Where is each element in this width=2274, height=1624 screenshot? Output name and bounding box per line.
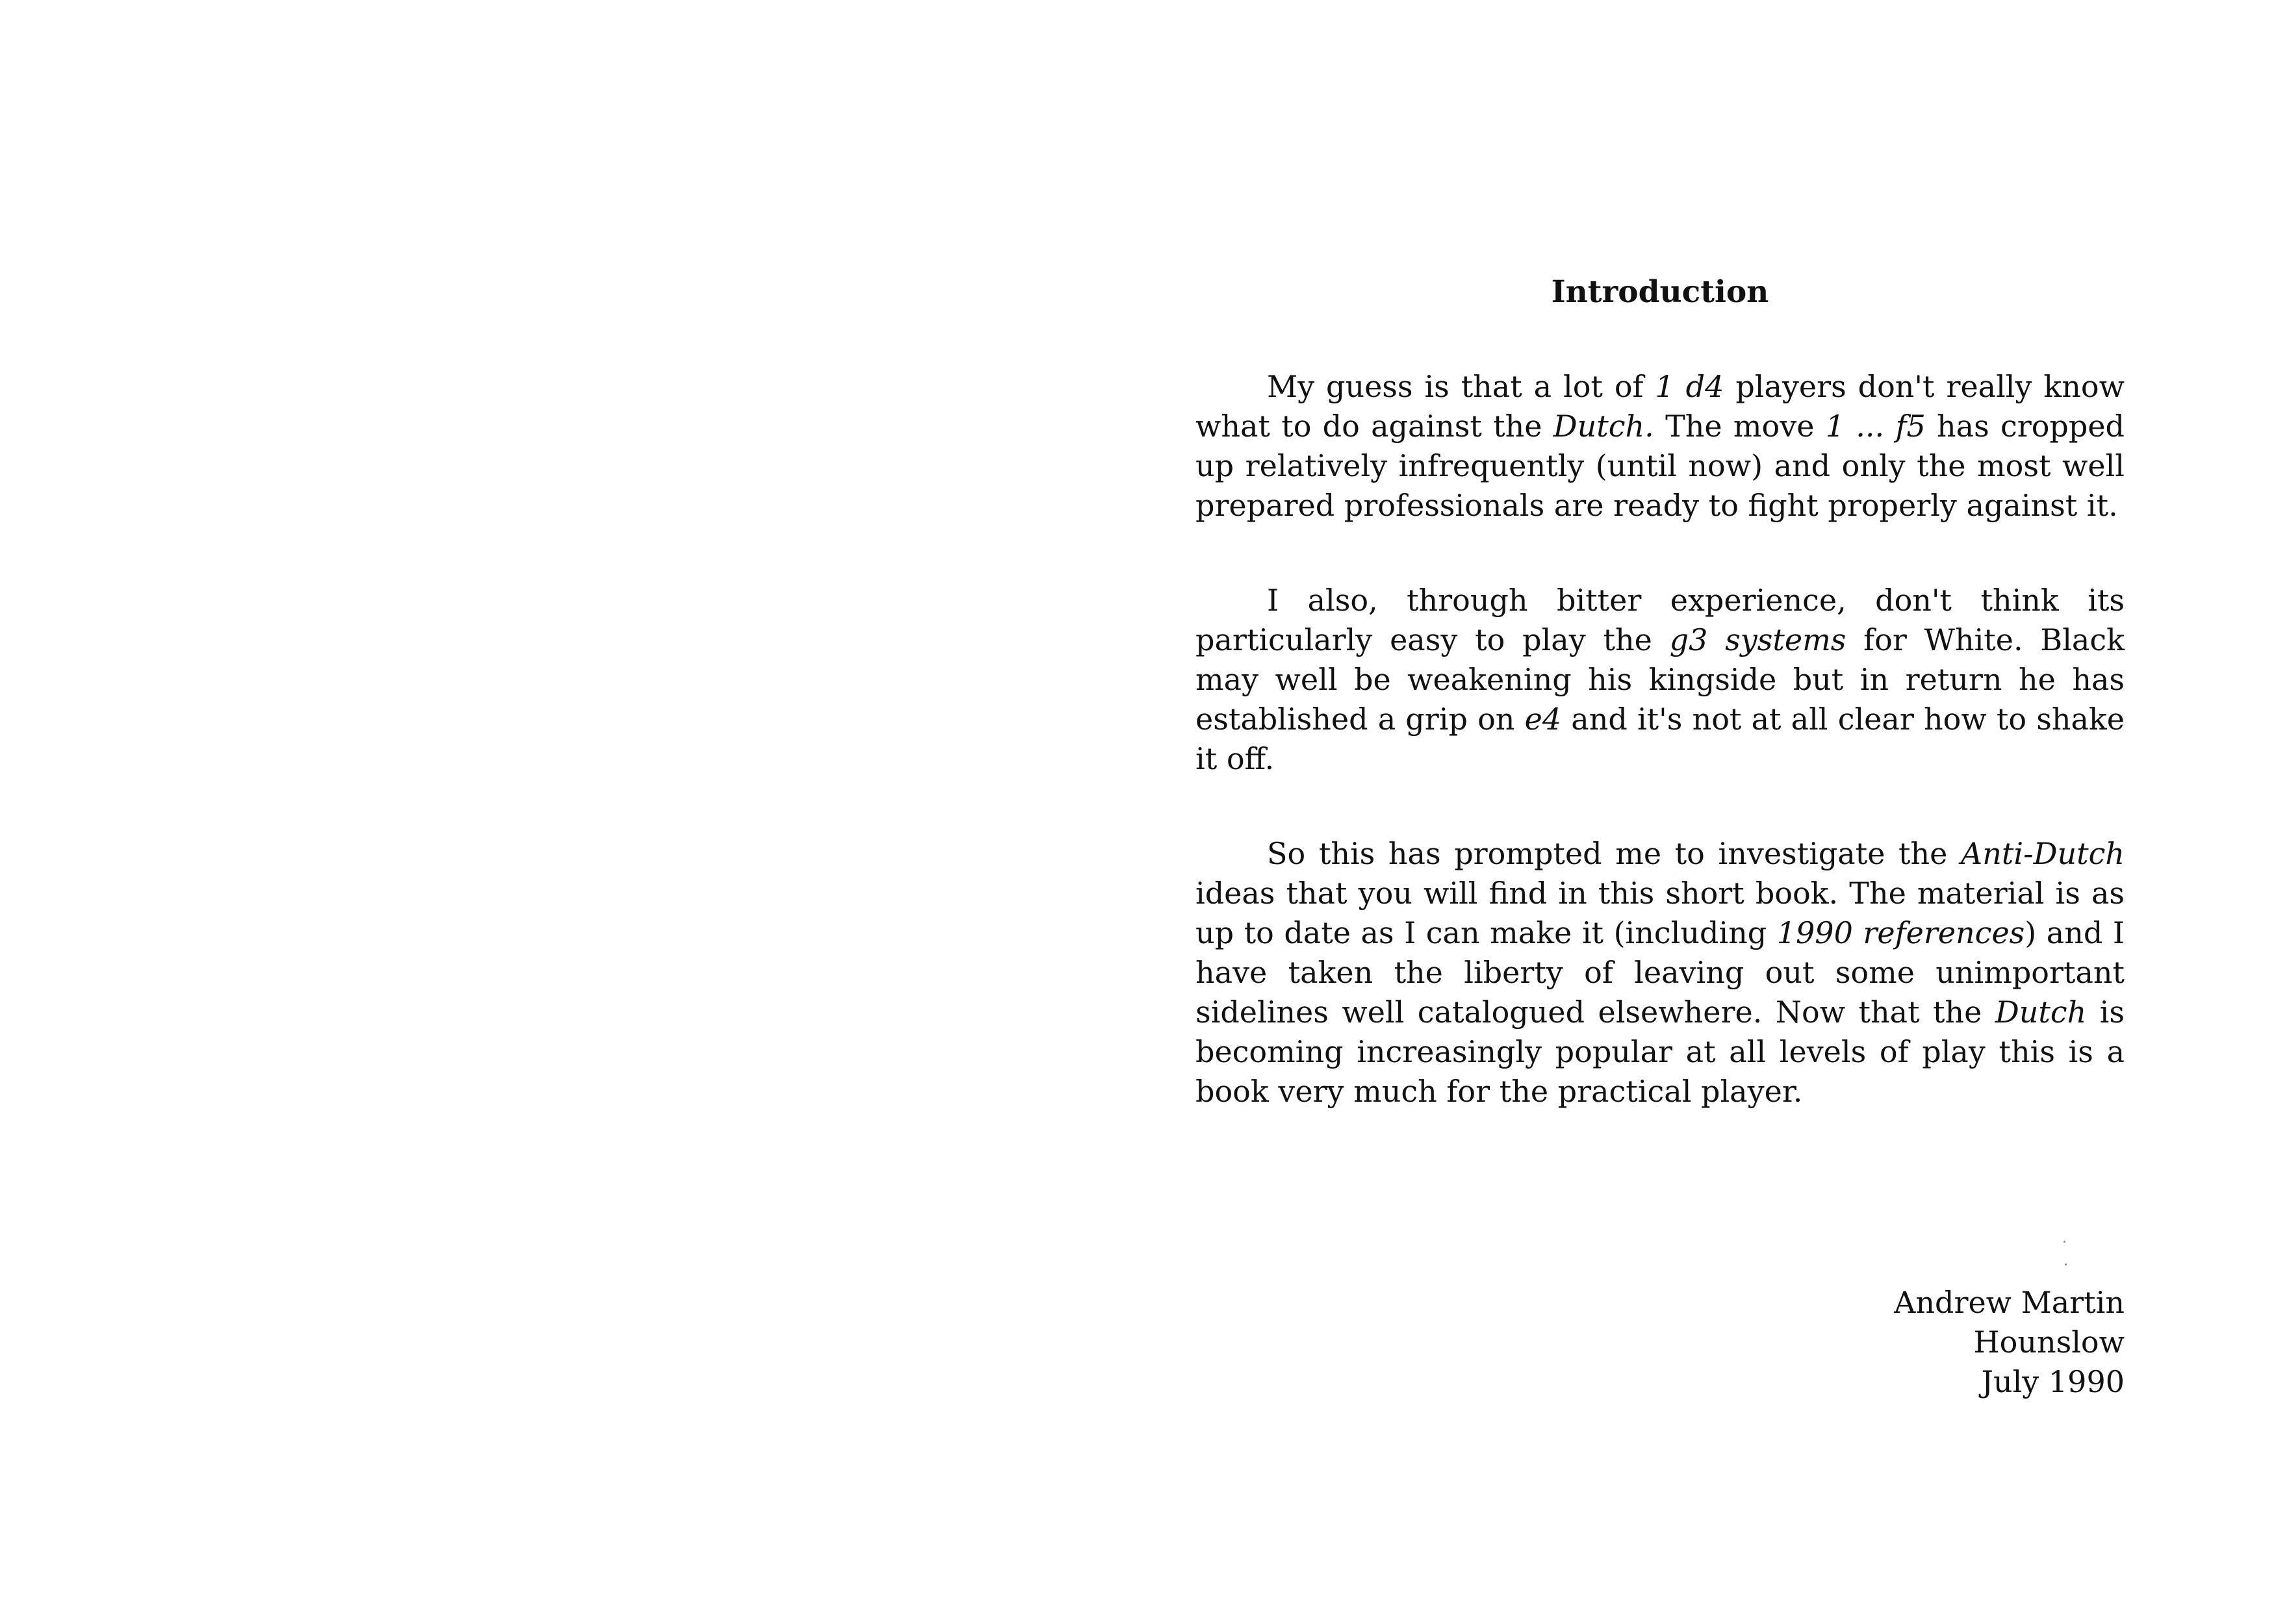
text-run: is becoming increasingly popular at all levels of play this is a book very much for the practical player. <box>1195 995 2125 1109</box>
paragraph-3 <box>1195 834 2125 1111</box>
italic-term: g3 systems <box>1669 622 1846 657</box>
text-run: The move <box>1654 409 1826 444</box>
scan-speck <box>2065 1263 2067 1265</box>
author-name: Andrew Martin <box>1894 1285 2125 1320</box>
italic-term: 1 ... f5 <box>1825 409 1926 444</box>
text-run: So this has prompted me to investigate the <box>1267 836 1961 871</box>
text-run: I also, through bitter experience, don't think its particularly easy to play the <box>1195 583 2125 657</box>
italic-term: Dutch <box>1995 995 2087 1030</box>
scan-speck <box>2063 1241 2065 1243</box>
text-run: players don't really know what to do against the <box>1195 369 2125 444</box>
signature-date: July 1990 <box>1981 1364 2125 1399</box>
paragraph-2 <box>1195 581 2125 779</box>
text-run: has cropped up relatively infrequently (until now) and only the most well prepared professionals are ready to fight properly against it. <box>1195 409 2125 523</box>
text-run: ideas that you will find in this short book. The material is as up to date as I can make it (including <box>1195 876 2125 950</box>
text-run: My guess is that a lot of <box>1267 369 1655 404</box>
signature-block <box>1894 1283 2125 1402</box>
italic-term: 1990 references <box>1776 915 2025 950</box>
italic-term: Anti-Dutch <box>1961 836 2125 871</box>
page-title: Introduction <box>1551 274 1769 310</box>
paragraph-1 <box>1195 367 2125 526</box>
text-run: ) and I have taken the liberty of leaving out some unimportant sidelines well catalogued elsewhere. Now that the <box>1195 915 2125 1030</box>
italic-term: Dutch. <box>1553 409 1654 444</box>
italic-term: e4 <box>1524 702 1562 737</box>
italic-term: 1 d4 <box>1655 369 1724 404</box>
author-place: Hounslow <box>1973 1325 2125 1360</box>
text-run: and it's not at all clear how to shake it off. <box>1195 702 2125 776</box>
text-column <box>1195 273 2125 1399</box>
text-run: for White. Black may well be weakening his kingside but in return he has established a grip on <box>1195 622 2125 737</box>
